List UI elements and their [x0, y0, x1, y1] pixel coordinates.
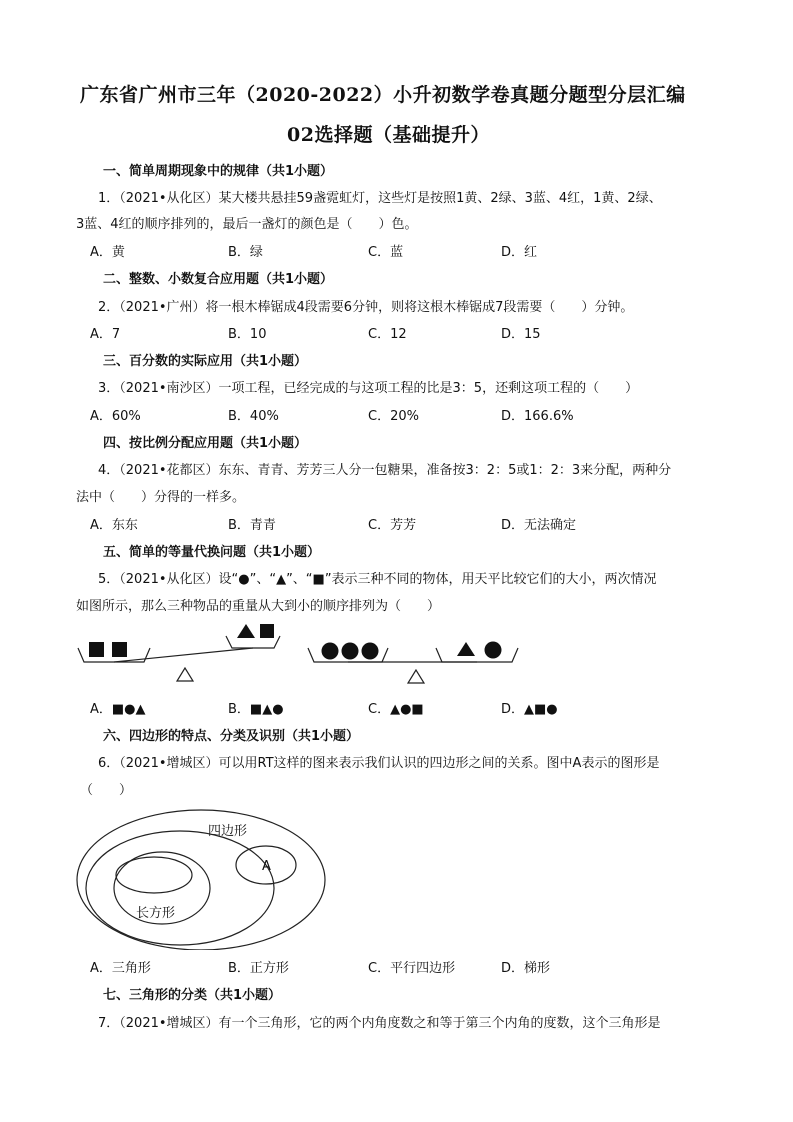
question-7-line-1: 7．（2021•增城区）有一个三角形，它的两个内角度数之和等于第三个内角的度数，这个三角形是 — [98, 1016, 661, 1031]
q1-option-a: A．黄 — [90, 245, 125, 260]
q5-option-b: B．■▲● — [228, 702, 284, 717]
q1-option-b: B．绿 — [228, 245, 263, 260]
q6-option-d: D．梯形 — [501, 961, 551, 976]
question-4-line-1: 4．（2021•花都区）东东、青青、芳芳三人分一包糖果，准备按3：2：5或1：2：3来分配，两种分 — [98, 463, 672, 478]
section-heading-3: 三、百分数的实际应用（共1小题） — [103, 354, 308, 369]
page-title: 广东省广州市三年（2020-2022）小升初数学卷真题分题型分层汇编 — [80, 84, 686, 106]
question-5-line-1: 5．（2021•从化区）设“●”、“▲”、“■”表示三种不同的物体，用天平比较它们的大小，两次情况 — [98, 572, 657, 587]
q3-option-d: D．166.6% — [501, 409, 574, 424]
q6-option-b: B．正方形 — [228, 961, 289, 976]
q5-option-a: A．■●▲ — [90, 702, 146, 717]
circle-icon — [342, 643, 359, 660]
q5-option-d: D．▲■● — [501, 702, 558, 717]
page-subtitle: 02选择题（基础提升） — [287, 124, 490, 146]
section-heading-4: 四、按比例分配应用题（共1小题） — [103, 436, 308, 451]
question-1-line-1: 1．（2021•从化区）某大楼共悬挂59盏霓虹灯，这些灯是按照1黄、2绿、3蓝、4红，1黄、2绿、 — [98, 191, 662, 206]
section-heading-7: 七、三角形的分类（共1小题） — [103, 988, 282, 1003]
question-1-line-2: 3蓝、4红的顺序排列的，最后一盏灯的颜色是（ ）色。 — [76, 217, 418, 232]
q4-option-a: A．东东 — [90, 518, 138, 533]
q1-option-d: D．红 — [501, 245, 538, 260]
q3-option-a: A．60% — [90, 409, 141, 424]
question-4-line-2: 法中（ ）分得的一样多。 — [76, 490, 246, 505]
scale-2-right-pan — [436, 648, 518, 662]
innermost-ellipse — [116, 857, 192, 893]
circle-icon — [322, 643, 339, 660]
triangle-icon — [457, 642, 475, 656]
scale-2-fulcrum — [408, 670, 424, 683]
square-icon — [112, 642, 127, 657]
q4-option-c: C．芳芳 — [368, 518, 417, 533]
scale-1-beam — [114, 648, 253, 662]
q5-option-c: C．▲●■ — [368, 702, 424, 717]
question-3-line-1: 3．（2021•南沙区）一项工程，已经完成的与这项工程的比是3：5，还剩这项工程的（ ） — [98, 381, 639, 396]
q2-option-b: B．10 — [228, 327, 267, 342]
section-heading-1: 一、简单周期现象中的规律（共1小题） — [103, 164, 334, 179]
triangle-icon — [237, 624, 255, 638]
balance-scale-1 — [78, 624, 280, 681]
circle-icon — [362, 643, 379, 660]
quadrilateral-venn-diagram — [74, 805, 334, 950]
q2-option-a: A．7 — [90, 327, 121, 342]
question-6-line-1: 6．（2021•增城区）可以用RT这样的图来表示我们认识的四边形之间的关系。图中A表示的图形是 — [98, 756, 660, 771]
q4-option-b: B．青青 — [228, 518, 276, 533]
a-label: A — [262, 859, 271, 874]
quadrilateral-label: 四边形 — [208, 824, 248, 839]
q2-option-c: C．12 — [368, 327, 407, 342]
q6-option-c: C．平行四边形 — [368, 961, 456, 976]
circle-icon — [485, 642, 502, 659]
question-2-line-1: 2．（2021•广州）将一根木棒锯成4段需要6分钟，则将这根木棒锯成7段需要（ ）分钟。 — [98, 300, 634, 315]
q3-option-c: C．20% — [368, 409, 419, 424]
q1-option-c: C．蓝 — [368, 245, 404, 260]
section-heading-6: 六、四边形的特点、分类及识别（共1小题） — [103, 729, 360, 744]
balance-scale-2 — [308, 642, 518, 684]
q4-option-d: D．无法确定 — [501, 518, 577, 533]
q6-option-a: A．三角形 — [90, 961, 151, 976]
scale-1-fulcrum — [177, 668, 193, 681]
square-icon — [89, 642, 104, 657]
rectangle-label: 长方形 — [136, 906, 176, 921]
q3-option-b: B．40% — [228, 409, 279, 424]
question-5-line-2: 如图所示，那么三种物品的重量从大到小的顺序排列为（ ） — [76, 599, 441, 614]
question-6-line-2: （ ） — [80, 783, 133, 798]
q2-option-d: D．15 — [501, 327, 541, 342]
section-heading-2: 二、整数、小数复合应用题（共1小题） — [103, 272, 334, 287]
section-heading-5: 五、简单的等量代换问题（共1小题） — [103, 545, 321, 560]
square-icon — [260, 624, 274, 638]
balance-scales-figure — [72, 618, 532, 692]
